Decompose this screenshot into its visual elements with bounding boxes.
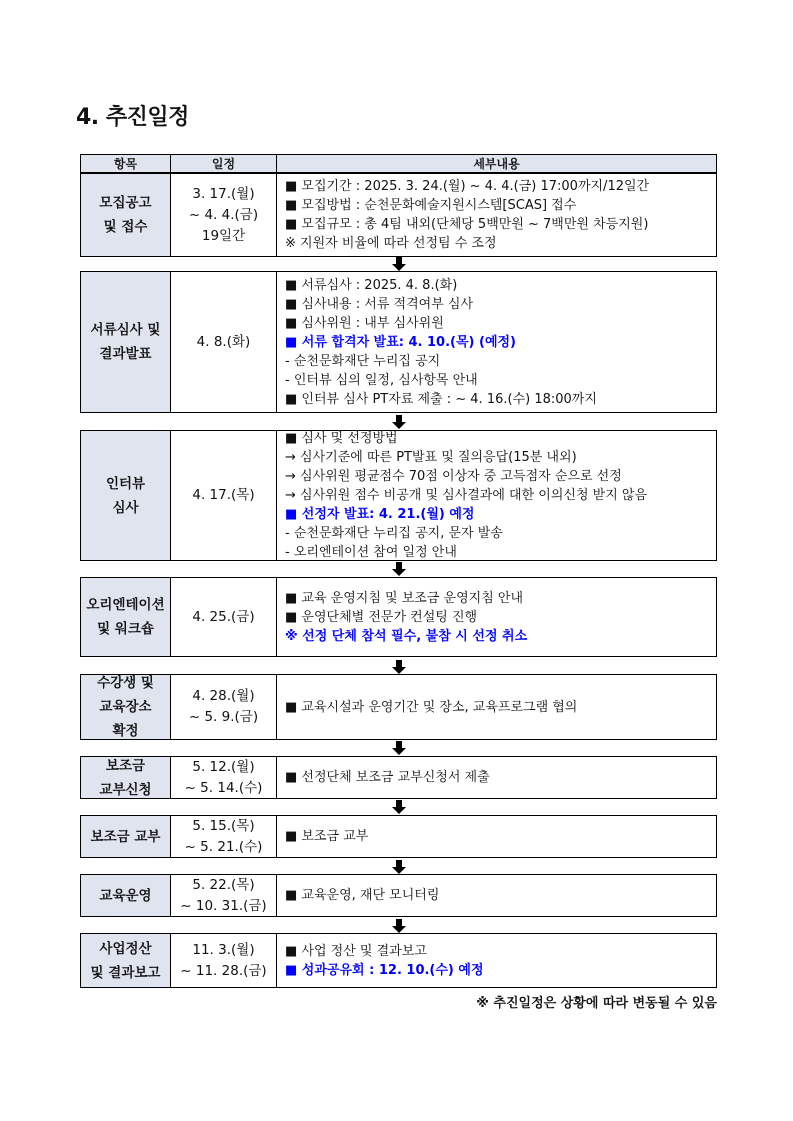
row-date-line: ~ 5. 9.(금) <box>188 709 259 725</box>
row-item <box>81 757 171 798</box>
row-item <box>81 431 171 560</box>
row-date <box>171 431 277 560</box>
row-item-line: 확정 <box>112 723 139 739</box>
detail-line: - 순천문화재단 누리집 공지 <box>285 353 441 369</box>
row-details <box>277 578 716 656</box>
row-date-line: 3. 17.(월) <box>192 185 255 202</box>
row-item <box>81 816 171 857</box>
schedule-row <box>80 271 717 413</box>
row-date <box>171 816 277 857</box>
schedule-row <box>80 874 717 917</box>
row-date-line: 19일간 <box>201 227 246 244</box>
row-item-line: 교부신청 <box>99 781 152 798</box>
row-details <box>277 816 716 857</box>
row-item-line: 및 접수 <box>103 219 148 235</box>
row-date-line: 5. 22.(목) <box>192 876 255 893</box>
row-item-line: 보조금 교부 <box>90 828 161 845</box>
row-details <box>277 675 716 739</box>
detail-line: ■ 모집기간 : 2025. 3. 24.(월) ~ 4. 4.(금) 17:00까지/12일간 <box>285 179 650 194</box>
row-date-line: 4. 17.(목) <box>192 487 255 503</box>
footnote: ※ 추진일정은 상황에 따라 변동될 수 있음 <box>476 996 717 1011</box>
row-date-line: ~ 5. 21.(수) <box>184 838 263 855</box>
row-date-line: 4. 25.(금) <box>192 608 255 625</box>
detail-line: ■ 선정단체 보조금 교부신청서 제출 <box>285 770 490 785</box>
detail-line: ■ 모집규모 : 총 4팀 내외(단체당 5백만원 ~ 7백만원 차등지원) <box>285 217 649 232</box>
detail-line: ■ 운영단체별 전문가 컨설팅 진행 <box>285 609 478 625</box>
detail-line: ■ 모집방법 : 순천문화예술지원시스템[SCAS] 접수 <box>285 198 577 213</box>
row-item-line: 및 결과보고 <box>90 964 161 981</box>
row-details <box>277 875 716 916</box>
schedule-row <box>80 756 717 799</box>
detail-line: ■ 서류심사 : 2025. 4. 8.(화) <box>285 277 458 293</box>
row-item-line: 모집공고 <box>99 195 152 211</box>
row-details <box>277 934 716 987</box>
row-details <box>277 431 716 560</box>
schedule-row <box>80 815 717 858</box>
row-item-line: 오리엔테이션 <box>86 597 165 613</box>
detail-line: - 오리엔테이션 참여 일정 안내 <box>285 545 457 560</box>
detail-line: → 심사위원 평균점수 70점 이상자 중 고득점자 순으로 선정 <box>285 469 622 484</box>
down-arrow-icon <box>392 415 406 429</box>
row-date-line: 4. 8.(화) <box>196 333 251 350</box>
detail-line: ■ 서류 합격자 발표: 4. 10.(목) (예정) <box>285 334 516 350</box>
row-item <box>81 578 171 656</box>
row-details <box>277 272 716 412</box>
row-item-line: 사업정산 <box>99 940 152 957</box>
detail-line: - 인터뷰 심의 일정, 심사항목 안내 <box>285 372 478 388</box>
down-arrow-icon <box>392 257 406 271</box>
detail-line: ※ 선정 단체 참석 필수, 불참 시 선정 취소 <box>285 628 528 644</box>
detail-line: → 심사기준에 따른 PT발표 및 질의응답(15분 내외) <box>285 450 577 465</box>
down-arrow-icon <box>392 800 406 814</box>
row-item <box>81 174 171 256</box>
row-date-line: ~ 4. 4.(금) <box>188 206 259 223</box>
row-item-line: 및 워크숍 <box>97 621 154 637</box>
row-item-line: 교육운영 <box>99 887 152 904</box>
row-date <box>171 174 277 256</box>
detail-line: ■ 인터뷰 심사 PT자료 제출 : ~ 4. 16.(수) 18:00까지 <box>285 391 597 407</box>
detail-line: ■ 심사위원 : 내부 심사위원 <box>285 315 444 331</box>
detail-line: ■ 교육시설과 운영기간 및 장소, 교육프로그램 협의 <box>285 699 578 715</box>
detail-line: ■ 교육 운영지침 및 보조금 운영지침 안내 <box>285 590 524 606</box>
detail-line: ■ 사업 정산 및 결과보고 <box>285 943 427 959</box>
row-details <box>277 174 716 256</box>
row-details <box>277 757 716 798</box>
row-date <box>171 875 277 916</box>
schedule-row <box>80 430 717 561</box>
row-item-line: 인터뷰 <box>105 475 146 492</box>
row-date <box>171 578 277 656</box>
down-arrow-icon <box>392 562 406 576</box>
detail-line: ■ 선정자 발표: 4. 21.(월) 예정 <box>285 507 475 522</box>
detail-line: ■ 교육운영, 재단 모니터링 <box>285 888 440 903</box>
row-item <box>81 675 171 739</box>
header-detail: 세부내용 <box>473 157 520 171</box>
row-date <box>171 272 277 412</box>
down-arrow-icon <box>392 919 406 933</box>
row-date <box>171 757 277 798</box>
row-item-line: 보조금 <box>105 757 146 774</box>
row-date <box>171 675 277 739</box>
row-item <box>81 934 171 987</box>
detail-line: ※ 지원자 비율에 따라 선정팀 수 조정 <box>285 236 497 251</box>
schedule-row <box>80 933 717 988</box>
schedule-row <box>80 674 717 740</box>
row-item <box>81 272 171 412</box>
row-date-line: ~ 10. 31.(금) <box>180 897 267 914</box>
row-item-line: 수강생 및 <box>97 675 154 691</box>
detail-line: → 심사위원 점수 비공개 및 심사결과에 대한 이의신청 받지 않음 <box>285 488 648 503</box>
detail-line: ■ 성과공유회 : 12. 10.(수) 예정 <box>285 962 484 978</box>
row-item-line: 결과발표 <box>99 346 152 362</box>
down-arrow-icon <box>392 660 406 674</box>
row-date-line: 5. 15.(목) <box>192 817 255 834</box>
row-date-line: 4. 28.(월) <box>192 688 255 704</box>
row-date <box>171 934 277 987</box>
row-date-line: ~ 11. 28.(금) <box>180 962 267 979</box>
detail-line: ■ 심사 및 선정방법 <box>285 431 398 446</box>
row-date-line: ~ 5. 14.(수) <box>184 779 263 796</box>
schedule-row <box>80 173 717 257</box>
row-item <box>81 875 171 916</box>
row-item-line: 서류심사 및 <box>90 322 161 338</box>
down-arrow-icon <box>392 860 406 874</box>
detail-line: ■ 보조금 교부 <box>285 829 369 844</box>
header-item: 항목 <box>81 155 171 172</box>
schedule-row <box>80 577 717 657</box>
table-header <box>80 154 717 173</box>
row-date-line: 11. 3.(월) <box>192 941 255 958</box>
down-arrow-icon <box>392 741 406 755</box>
section-title: 4. 추진일정 <box>76 105 189 130</box>
detail-line: - 순천문화재단 누리집 공지, 문자 발송 <box>285 526 503 541</box>
row-item-line: 심사 <box>112 499 139 516</box>
row-date-line: 5. 12.(월) <box>192 758 255 775</box>
detail-line: ■ 심사내용 : 서류 적격여부 심사 <box>285 296 474 312</box>
header-schedule: 일정 <box>171 155 277 172</box>
row-item-line: 교육장소 <box>99 699 152 715</box>
